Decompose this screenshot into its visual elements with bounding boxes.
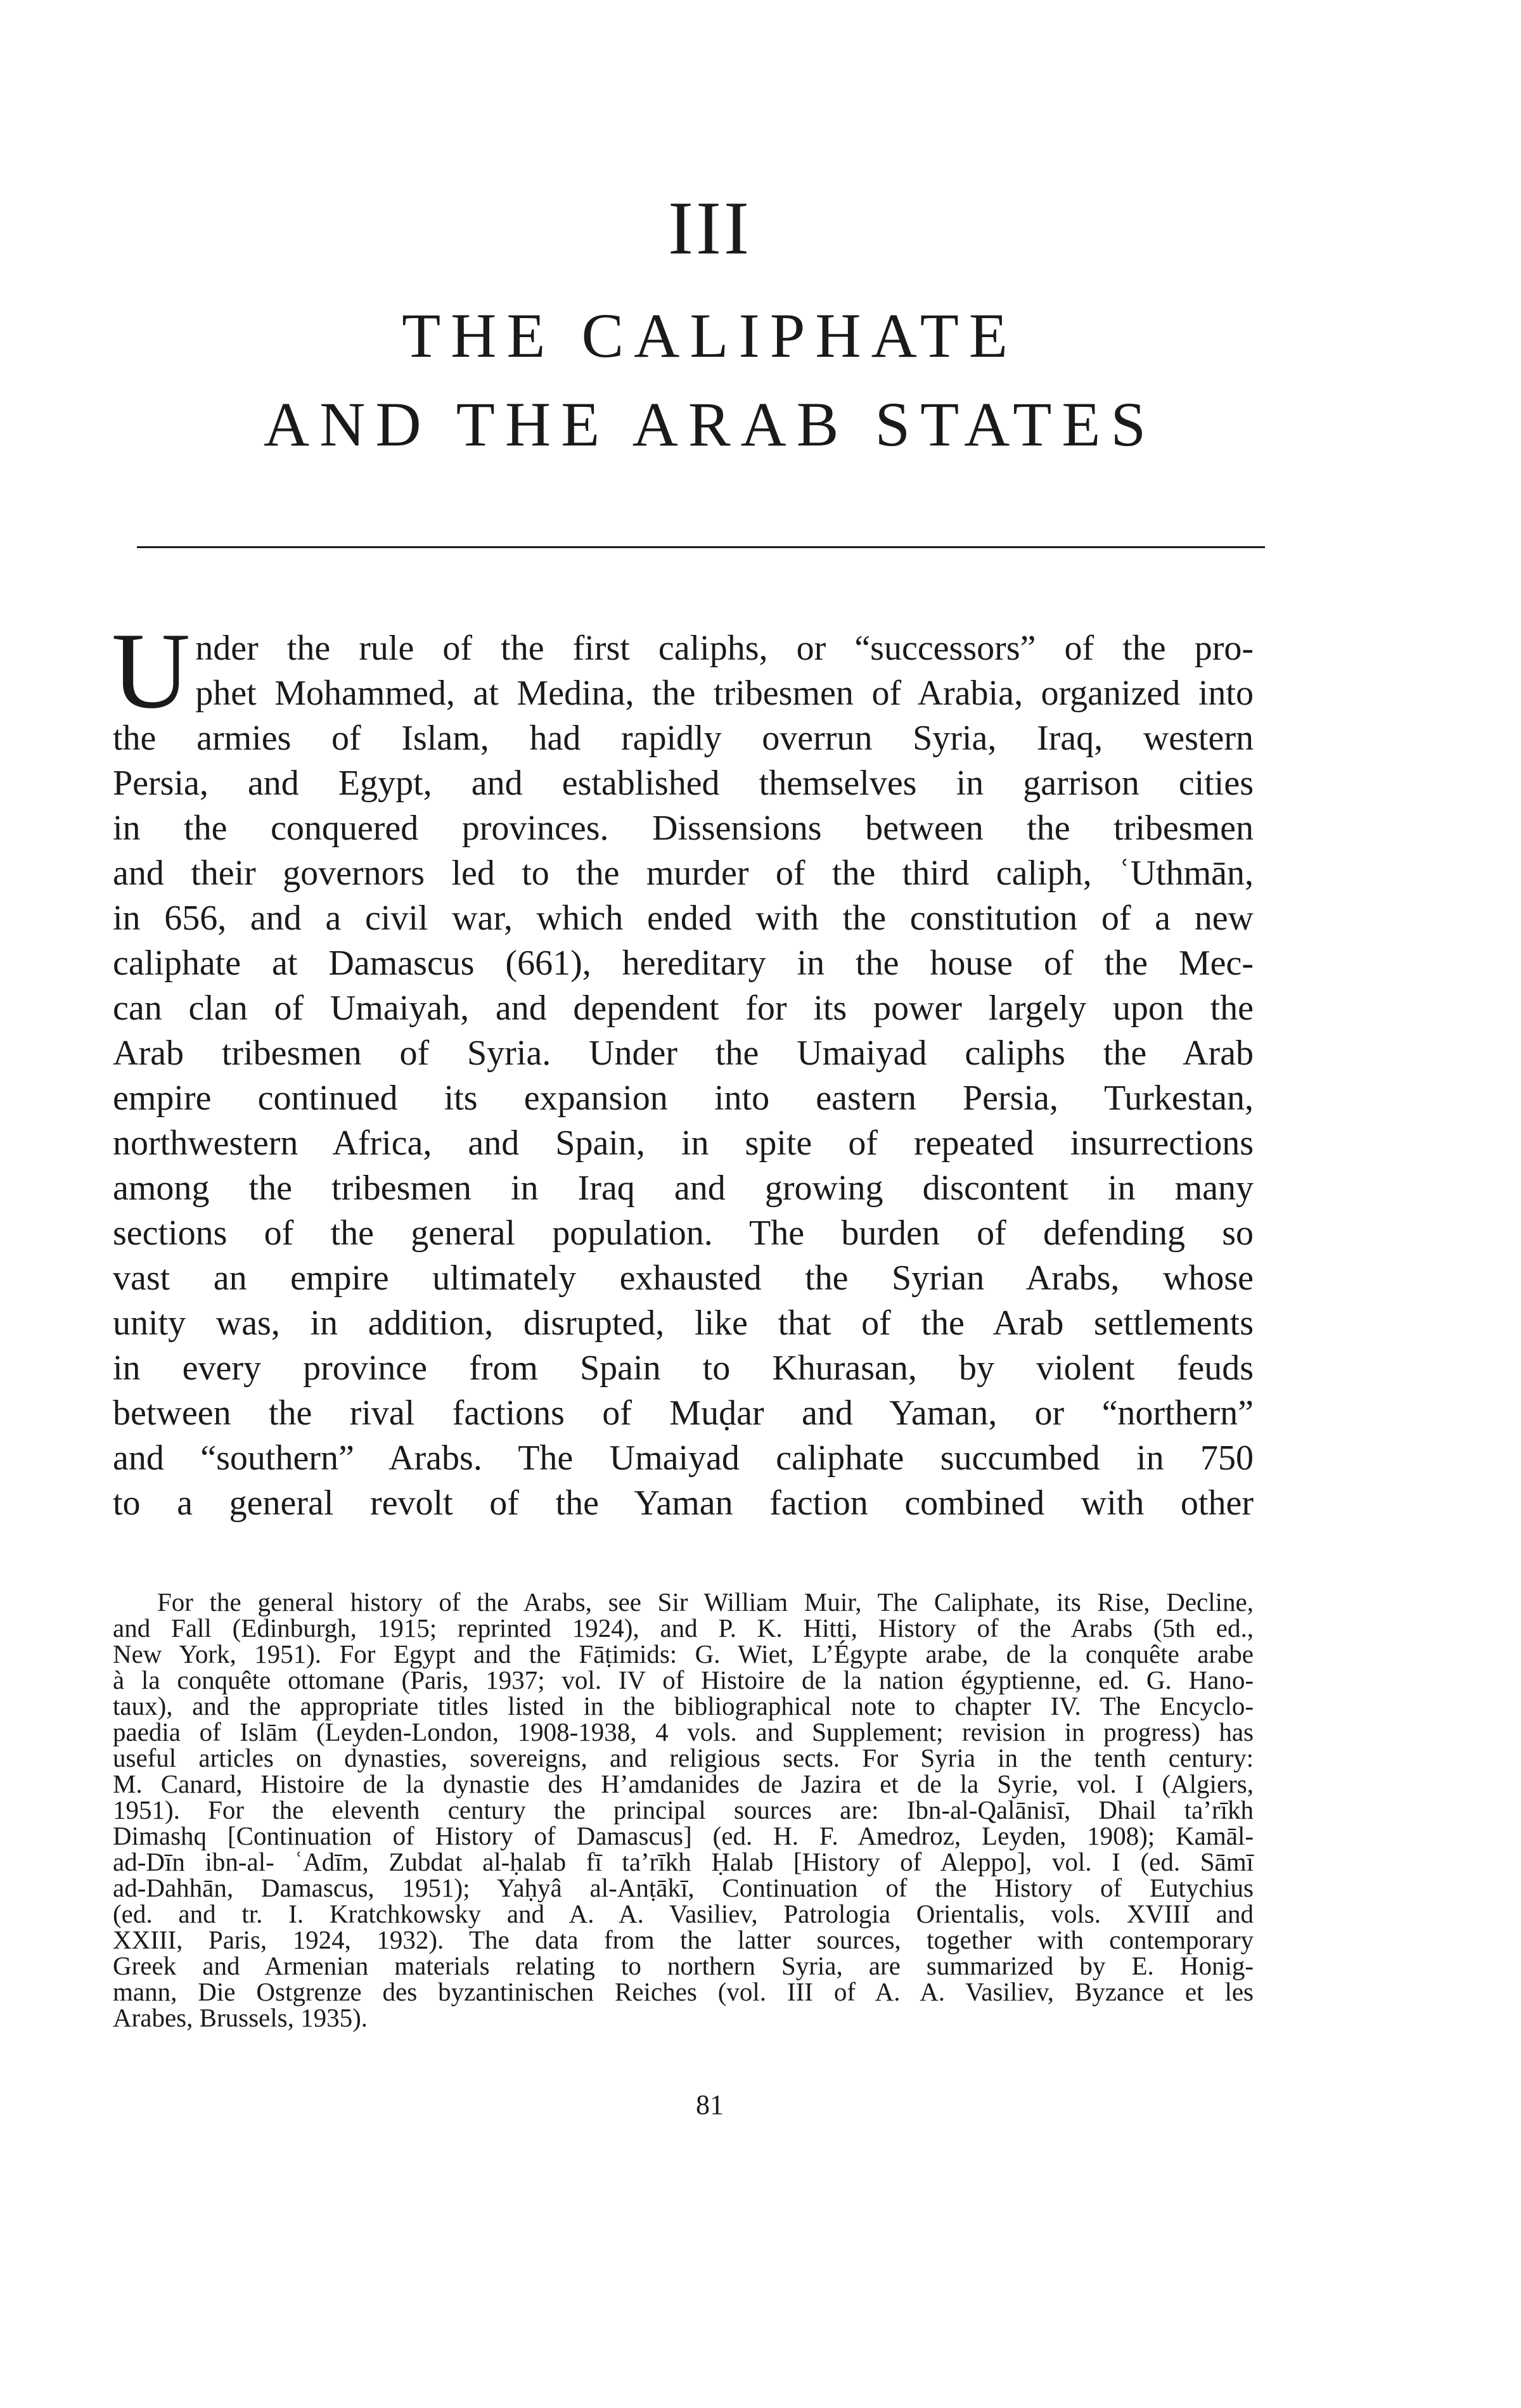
chapter-title-line-1: THE CALIPHATE [402,300,1018,371]
body-line: empire continued its expansion into eastern Persia, Turkestan, [113,1079,1254,1118]
footnote-line: à la conquête ottomane (Paris, 1937; vol. IV of Histoire de la nation égyptienne, ed. G. Hano- [113,1665,1254,1694]
footnote-line: M. Canard, Histoire de la dynastie des H’amdanides de Jazira et de la Syrie, vol. I (Algiers, [113,1769,1254,1798]
body-line: in every province from Spain to Khurasan, by violent feuds [113,1348,1254,1388]
footnote-line: Arabes, Brussels, 1935). [113,2003,368,2032]
footnote-line: useful articles on dynasties, sovereigns, and religious sects. For Syria in the tenth century: [113,1743,1254,1772]
body-line: between the rival factions of Muḍar and Yaman, or “northern” [113,1393,1254,1433]
body-line: sections of the general population. The burden of defending so [113,1214,1254,1253]
body-line: the armies of Islam, had rapidly overrun Syria, Iraq, western [113,719,1254,758]
body-line: and “southern” Arabs. The Umaiyad caliphate succumbed in 750 [113,1438,1254,1478]
body-line: Arab tribesmen of Syria. Under the Umaiyad caliphs the Arab [113,1034,1254,1073]
body-line: nder the rule of the first caliphs, or “successors” of the pro- [195,629,1254,668]
drop-cap: U [112,611,191,731]
body-line: among the tribesmen in Iraq and growing discontent in many [113,1169,1254,1208]
footnote-line: XXIII, Paris, 1924, 1932). The data from the latter sources, together with contemporary [113,1925,1254,1954]
body-line: unity was, in addition, disrupted, like that of the Arab settlements [113,1303,1254,1343]
body-line: in 656, and a civil war, which ended with the constitution of a new [113,899,1254,938]
body-line: Persia, and Egypt, and established themselves in garrison cities [113,764,1254,803]
title-divider-rule [137,546,1265,548]
footnote-line: Greek and Armenian materials relating to northern Syria, are summarized by E. Honig- [113,1951,1254,1980]
footnote-line: paedia of Islām (Leyden-London, 1908-1938, 4 vols. and Supplement; revision in progress) has [113,1717,1254,1746]
page-number: 81 [696,2089,724,2120]
body-line: phet Mohammed, at Medina, the tribesmen of Arabia, organized into [195,674,1254,713]
footnote-line: mann, Die Ostgrenze des byzantinischen Reiches (vol. III of A. A. Vasiliev, Byzance et les [113,1977,1254,2006]
body-paragraph [112,611,1254,1526]
opening-lines [112,611,1254,731]
body-line: caliphate at Damascus (661), hereditary in the house of the Mec- [113,944,1254,983]
footnote-line: ad-Dahhān, Damascus, 1951); Yaḥyâ al-Anṭākī, Continuation of the History of Eutychius [113,1873,1254,1902]
body-line: vast an empire ultimately exhausted the Syrian Arabs, whose [113,1258,1254,1298]
body-line: and their governors led to the murder of the third caliph, ʿUthmān, [113,854,1254,893]
footnote-line: Dimashq [Continuation of History of Damascus] (ed. H. F. Amedroz, Leyden, 1908); Kamāl- [113,1821,1254,1850]
footnote-line: (ed. and tr. I. Kratchkowsky and A. A. Vasiliev, Patrologia Orientalis, vols. XVIII and [113,1899,1254,1928]
body-line: to a general revolt of the Yaman faction combined with other [113,1483,1254,1523]
footnote-line: For the general history of the Arabs, see Sir William Muir, The Caliphate, its Rise, Decline, [157,1587,1254,1617]
footnote-line: and Fall (Edinburgh, 1915; reprinted 1924), and P. K. Hitti, History of the Arabs (5th ed., [113,1613,1254,1643]
body-line: northwestern Africa, and Spain, in spite of repeated insurrections [113,1124,1254,1163]
body-line: in the conquered provinces. Dissensions between the tribesmen [113,809,1254,848]
footnote [113,1589,1254,2031]
footnote-line: taux), and the appropriate titles listed in the bibliographical note to chapter IV. The Encyclo- [113,1691,1254,1720]
footnote-line: 1951). For the eleventh century the principal sources are: Ibn-al-Qalānisī, Dhail ta’rīkh [113,1795,1254,1824]
chapter-title-line-2: AND THE ARAB STATES [263,389,1157,459]
chapter-number: III [668,186,752,270]
body-line: can clan of Umaiyah, and dependent for its power largely upon the [113,989,1254,1028]
footnote-line: New York, 1951). For Egypt and the Fāṭimids: G. Wiet, L’Égypte arabe, de la conquête arabe [113,1639,1254,1668]
footnote-line: ad-Dīn ibn-al- ʿAdīm, Zubdat al-ḥalab fī ta’rīkh Ḥalab [History of Aleppo], vol. I (ed. Sāmī [113,1847,1254,1876]
